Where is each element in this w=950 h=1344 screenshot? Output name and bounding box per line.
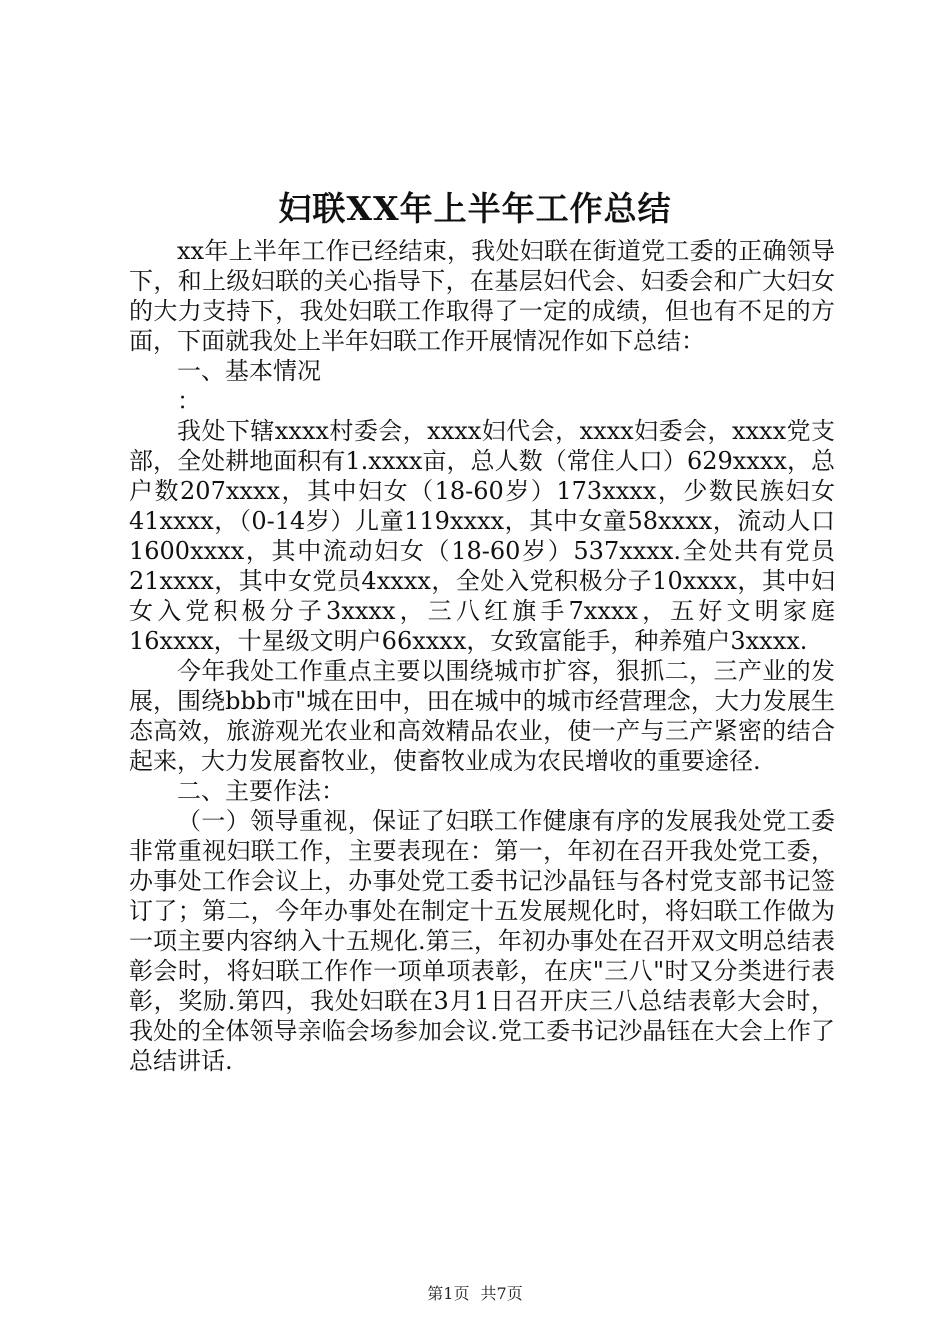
paragraph-intro: xx年上半年工作已经结束，我处妇联在街道党工委的正确领导下，和上级妇联的关心指导下，在基层妇代会、妇委会和广大妇女的大力支持下，我处妇联工作取得了一定的成绩，但也有不足的方面，下面就我处上半年妇联工作开展情况作如下总结： [129, 237, 835, 355]
section-heading-methods: 二、主要作法： [177, 777, 345, 805]
paragraph-leadership: （一）领导重视，保证了妇联工作健康有序的发展我处党工委非常重视妇联工作，主要表现在：第一，年初在召开我处党工委，办事处工作会议上，办事处党工委书记沙晶钰与各村党支部书记签订了；第二，今年办事处在制定十五发展规化时，将妇联工作做为一项主要内容纳入十五规化.第三，年初办事处在召开双文明总结表彰会时，将妇联工作作一项单项表彰，在庆"三八"时又分类进行表彰，奖励.第四，我处妇联在3月1日召开庆三八总结表彰大会时，我处的全体领导亲临会场参加会议.党工委书记沙晶钰在大会上作了总结讲话. [129, 807, 835, 1075]
page-footer [0, 1282, 950, 1306]
paragraph-statistics: 我处下辖xxxx村委会，xxxx妇代会，xxxx妇委会，xxxx党支部，全处耕地面积有1.xxxx亩，总人数（常住人口）629xxxx，总户数207xxxx，其中妇女（18-60岁）173xxxx，少数民族妇女41xxxx，（0-14岁）儿童119xxxx，其中女童58xxxx，流动人口1600xxxx，其中流动妇女（18-60岁）537xxxx.全处共有党员21xxxx，其中女党员4xxxx，全处入党积极分子10xxxx，其中妇女入党积极分子3xxxx，三八红旗手7xxxx，五好文明家庭16xxxx，十星级文明户66xxxx，女致富能手，种养殖户3xxxx. [129, 417, 835, 655]
document-body [129, 236, 835, 1076]
paragraph-focus: 今年我处工作重点主要以围绕城市扩容，狠抓二，三产业的发展，围绕bbb市"城在田中，田在城中的城市经营理念，大力发展生态高效，旅游观光农业和高效精品农业，使一产与三产紧密的结合起来，大力发展畜牧业，使畜牧业成为农民增收的重要途径. [129, 657, 835, 775]
section-heading-basic: 一、基本情况 [177, 357, 321, 385]
paragraph-colon: ： [177, 387, 201, 415]
document-title: 妇联XX年上半年工作总结 [278, 189, 672, 228]
page-number: 第1页 [427, 1284, 470, 1303]
page-total: 共7页 [480, 1284, 523, 1303]
